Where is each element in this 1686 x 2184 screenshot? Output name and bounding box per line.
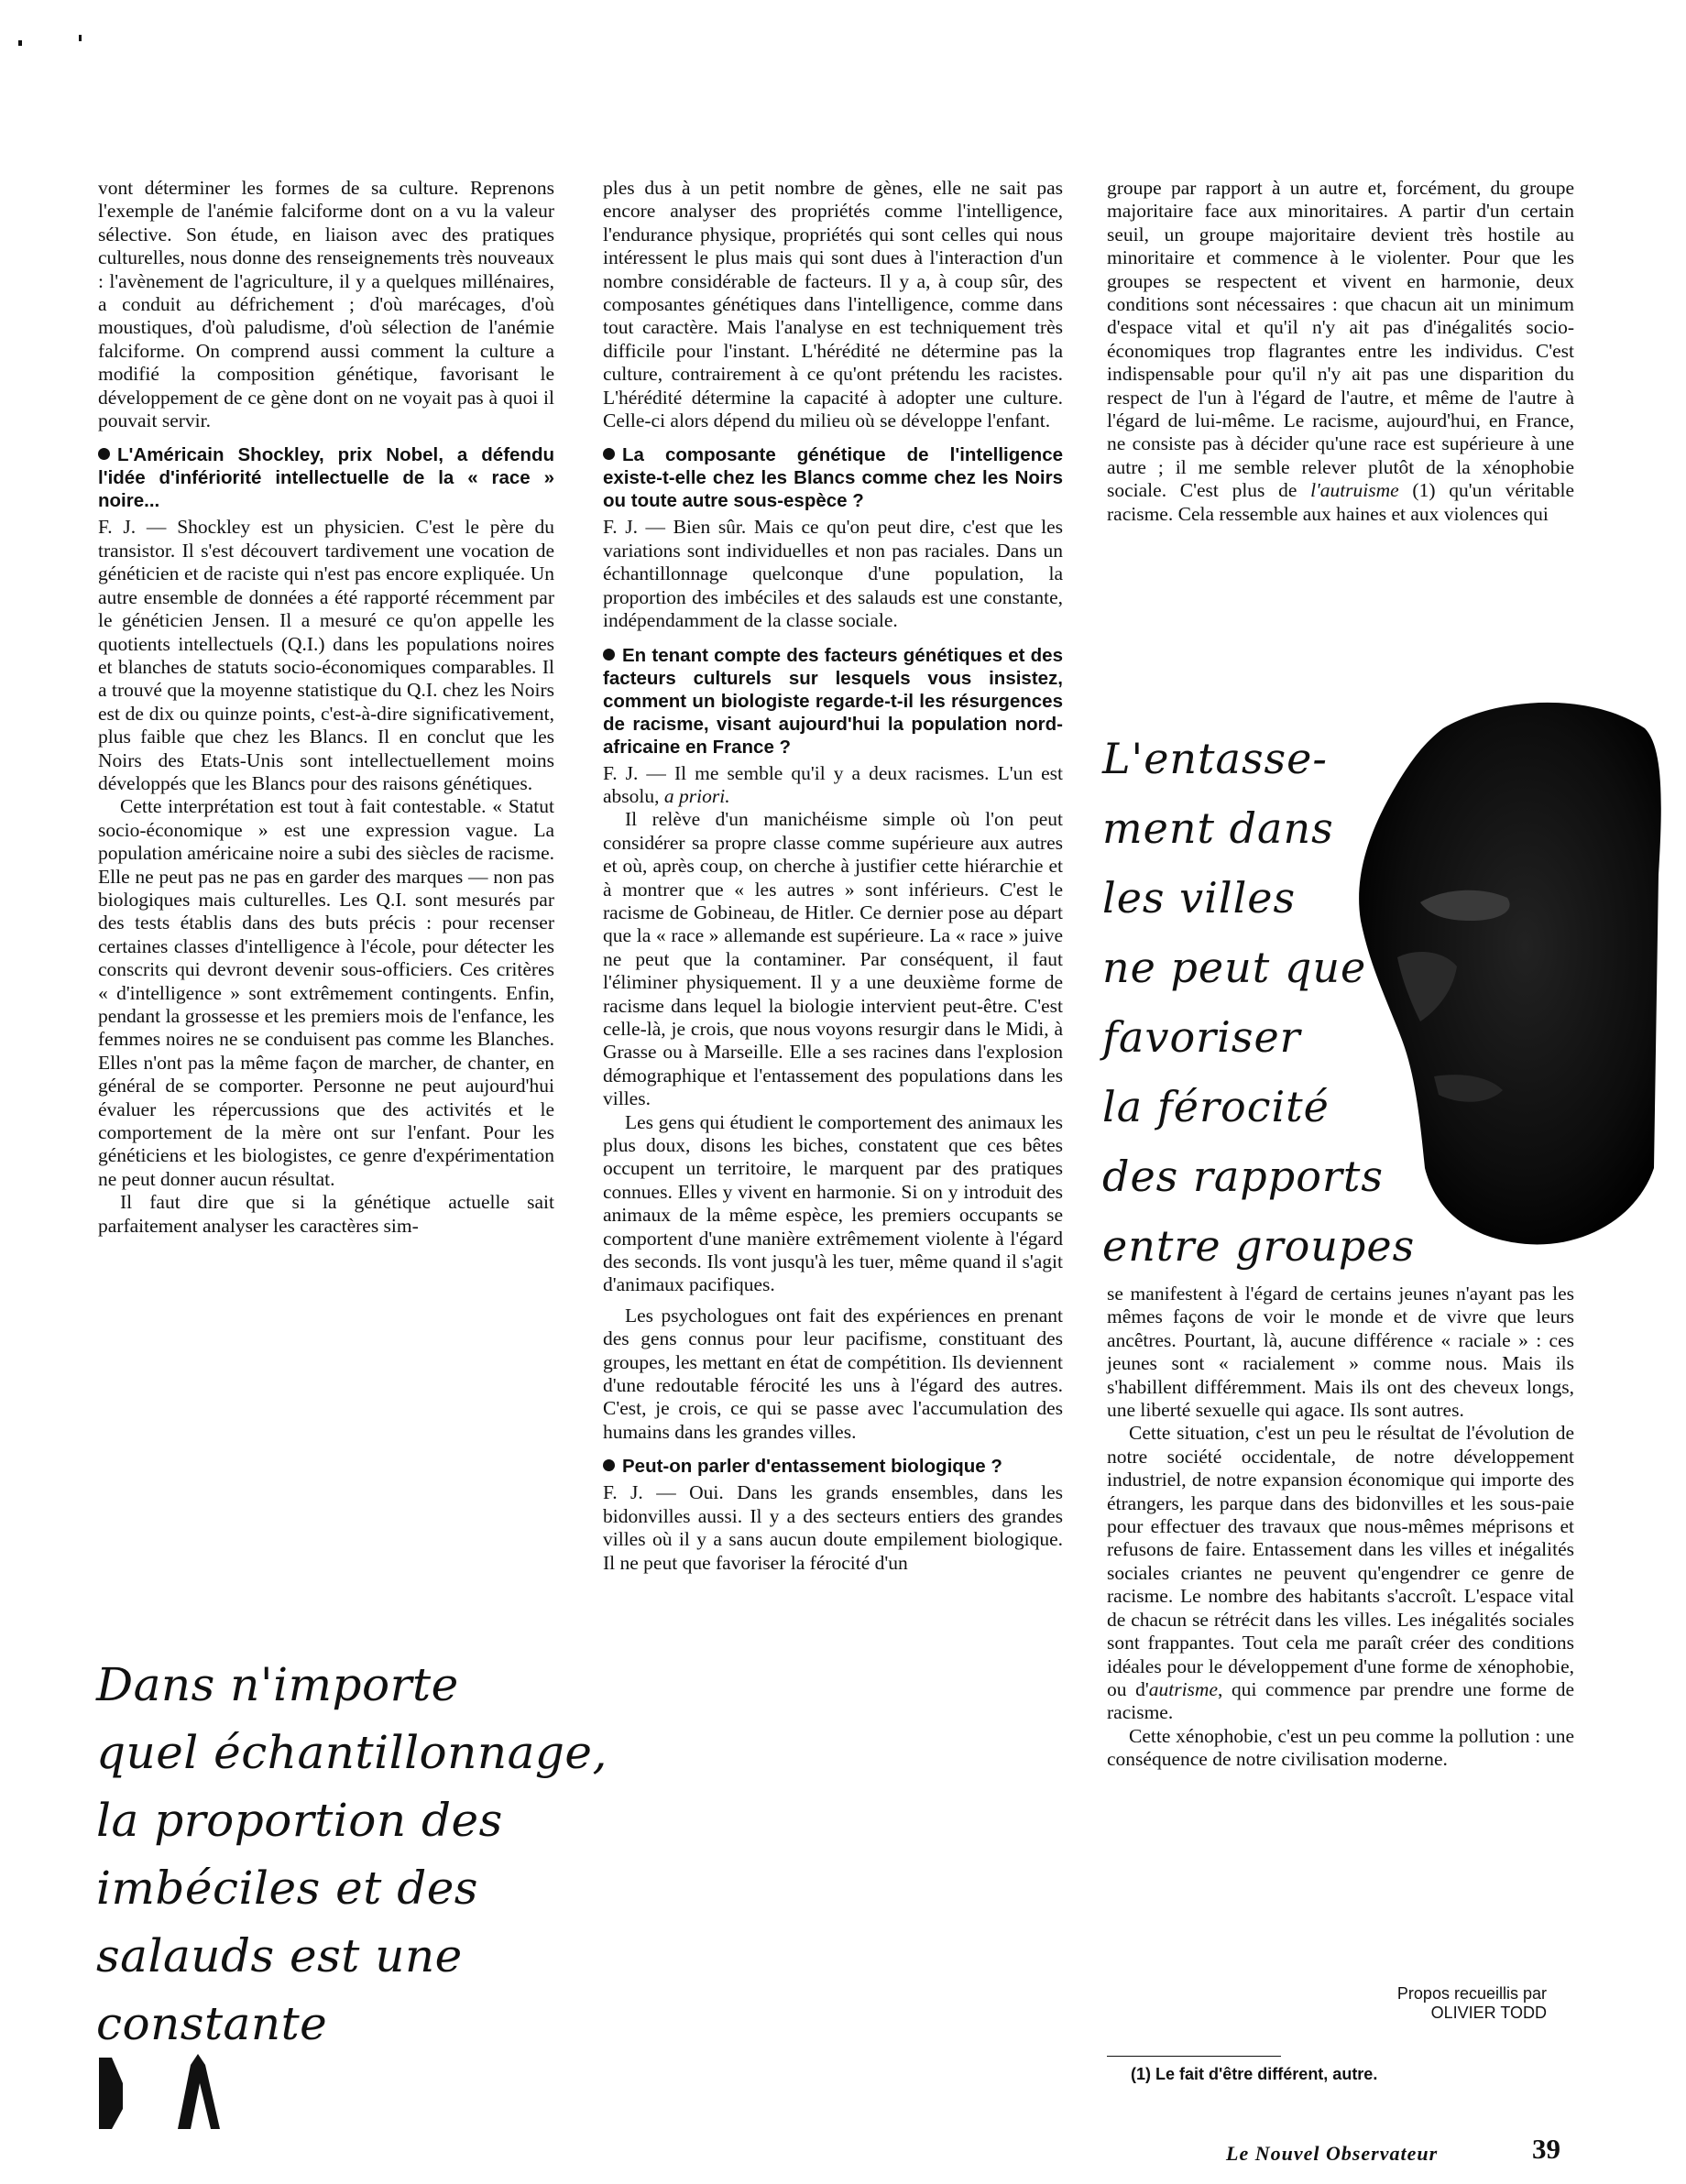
italic-term: l'autruisme: [1310, 479, 1399, 502]
answer-paragraph: [603, 762, 1063, 809]
bullet-icon: [98, 448, 110, 460]
publication-name: Le Nouvel Observateur: [1226, 2142, 1439, 2165]
pull-quote-line: ment dans: [1102, 803, 1334, 853]
pull-quote-line: entre groupes: [1102, 1221, 1416, 1271]
pull-quote-line: la proportion des: [96, 1794, 503, 1847]
footnote: (1) Le fait d'être différent, autre.: [1131, 2065, 1378, 2083]
paragraph: ples dus à un petit nombre de gènes, elle ne sait pas encore analyser des propriétés comme l'intelligence, l'endurance physique, propriétés qui sont celles qui nous intéressent le plus mais qui sont dues à l'interaction d'un nombre considérable de facteurs. Il y a, à coup sûr, des composantes génétiques dans l'intelligence, comme dans tout caractère. Mais l'analyse en est techniquement très difficile pour l'instant. L'hérédité ne détermine pas la culture, contrairement à ce qu'ont prétendu les racistes. L'hérédité détermine la capacité à adopter une culture. Celle-ci alors dépend du milieu où se développe l'enfant.: [603, 177, 1063, 432]
answer-paragraph: F. J. — Shockley est un physicien. C'est le père du transistor. Il s'est découvert tardivement une vocation de généticien et de raciste qui n'est pas encore expliquée. Un autre ensemble de données a été rapporté récemment par le généticien Jensen. Il a mesuré ce qu'on appelle les quotients intellectuels (Q.I.) dans les populations noires et blanches de statuts socio-économiques comparables. Il a trouvé que la moyenne statistique du Q.I. chez les Noirs est de dix ou quinze points, c'est-à-dire significativement, plus faible que chez les Blancs. Il en conclut que les Noirs des Etats-Unis sont intellectuellement moins développés que les Blancs pour des raisons génétiques.: [98, 516, 554, 794]
text-span: groupe par rapport à un autre et, forcément, du groupe majoritaire face aux minoritaires. A partir d'un certain seuil, un groupe majoritaire devient très hostile au minoritaire et commence à le violenter. Pour que les groupes se respectent et vivent en harmonie, deux conditions sont nécessaires : que chacun ait un minimum d'espace vital et qu'il n'y ait pas d'inégalités socio-économiques trop flagrantes entre les individus. C'est indispensable pour qu'il n'y ait pas une disparition du respect de l'un à l'égard de l'autre, et même de l'autre à l'égard de lui-même. Le racisme, aujourd'hui, en France, ne consiste pas à décider qu'une race est supérieure à une autre ; il me semble relever plutôt de la xénophobie sociale. C'est plus de: [1107, 177, 1574, 502]
page-number: 39: [1532, 2133, 1560, 2165]
cropped-graphic-fragment: [99, 2047, 227, 2131]
credit-line: Propos recueillis par: [1396, 1984, 1547, 2003]
paragraph: vont déterminer les formes de sa culture. Reprenons l'exemple de l'anémie falciforme dont on a vu la valeur sélective. Son étude, en liaison avec des pratiques culturelles, nous donne des renseignements très nouveaux : l'avènement de l'agriculture, il y a quelques millénaires, a conduit au défrichement ; d'où marécages, d'où moustiques, d'où paludisme, d'où sélection de l'anémie falciforme. On comprend aussi comment la culture a modifié la composition génétique, favorisant le développement de ce gène dont on ne voyait pas à quoi il pouvait servir.: [98, 177, 554, 432]
paragraph: Les psychologues ont fait des expériences en prenant des gens connus pour leur pacifisme, constituant des groupes, les mettant en état de compétition. Ils deviennent d'une redoutable férocité les uns à l'égard des autres. C'est, je crois, ce qui se passe avec l'accumulation des humains dans les grandes villes.: [603, 1304, 1063, 1443]
bullet-icon: [603, 448, 615, 460]
paragraph: se manifestent à l'égard de certains jeunes n'ayant pas les mêmes façons de voir le monde et de vivre que leurs ancêtres. Pourtant, là, aucune différence « raciale » : ces jeunes sont « racialement » comme nous. Mais ils s'habillent différemment. Mais ils ont des cheveux longs, une liberté sexuelle qui agace. Ils sont autres.: [1107, 1283, 1574, 1422]
answer-paragraph: F. J. — Bien sûr. Mais ce qu'on peut dire, c'est que les variations sont individuelles et non pas raciales. Dans un échantillonnage quelconque d'une population, la proportion des imbéciles et des salauds est une constante, indépendamment de la classe sociale.: [603, 516, 1063, 632]
bullet-icon: [603, 1459, 615, 1471]
pull-quote-left: [96, 1651, 608, 2058]
footnote-divider: [1107, 2056, 1281, 2057]
question-text: La composante génétique de l'intelligence existe-t-elle chez les Blancs comme chez les Noirs ou toute autre sous-espèce ?: [603, 444, 1063, 512]
interview-question: [603, 443, 1063, 512]
pull-quote-line: ne peut que: [1102, 943, 1367, 992]
interview-question: [603, 1455, 1063, 1478]
answer-italic: a priori.: [663, 784, 730, 807]
paragraph: Les gens qui étudient le comportement des animaux les plus doux, disons les biches, constatent que ces bêtes occupent un territoire, le marquent par des pratiques connues. Elles y vivent en harmonie. Si on y introduit des animaux de la même espèce, les premiers occupants se comportent d'une manière extrêmement violente à l'égard des seconds. Ils vont jusqu'à les tuer, même quand il s'agit d'animaux pacifiques.: [603, 1110, 1063, 1296]
credit-author: OLIVIER TODD: [1430, 2004, 1547, 2022]
print-mark: [79, 35, 82, 41]
article-column-3-continued: [1107, 1283, 1574, 1772]
paragraph: [1107, 177, 1574, 526]
text-span: , qui commence par prendre une forme de racisme.: [1107, 1677, 1574, 1724]
paragraph: Cette xénophobie, c'est un peu comme la pollution : une conséquence de notre civilisation moderne.: [1107, 1724, 1574, 1771]
pull-quote-right: [1102, 724, 1415, 1281]
pull-quote-line: Dans n'importe: [96, 1658, 459, 1711]
article-column-2: [603, 177, 1063, 1575]
pull-quote-line: la férocité: [1102, 1082, 1330, 1131]
pull-quote-line: favoriser: [1102, 1012, 1301, 1062]
interview-question: [603, 644, 1063, 759]
pull-quote-line: des rapports: [1102, 1152, 1384, 1201]
text-span: Cette situation, c'est un peu le résultat de l'évolution de notre société occidentale, de notre développement industriel, de notre expansion économique qui importe des étrangers, les parque dans des bidonvilles et les sous-paie pour effectuer des travaux que nous-mêmes méprisons et refusons de faire. Entassement dans les villes et inégalités sociales criantes ne peuvent qu'engendrer ce genre de racisme. Le nombre des habitants s'accroît. L'espace vital de chacun se rétrécit dans les villes. Les inégalités sociales sont frappantes. Tout cela me paraît créer des conditions idéales pour le développement d'une forme de xénophobie, ou d': [1107, 1422, 1574, 1700]
interview-question: [98, 443, 554, 512]
pull-quote-line: salauds est une: [96, 1929, 463, 1982]
pull-quote-line: constante: [96, 1997, 328, 2050]
pull-quote-line: imbéciles et des: [96, 1862, 478, 1915]
text-span: (1) qu'un véritable racisme. Cela ressemble aux haines et aux violences qui: [1107, 479, 1574, 525]
pull-quote-line: les villes: [1102, 873, 1297, 923]
question-text: L'Américain Shockley, prix Nobel, a défendu l'idée d'infériorité intellectuelle de la « race » noire...: [98, 444, 554, 512]
paragraph: Il faut dire que si la génétique actuelle sait parfaitement analyser les caractères sim-: [98, 1191, 554, 1237]
pull-quote-line: L'entasse-: [1102, 734, 1328, 783]
pull-quote-line: quel échantillonnage,: [96, 1726, 608, 1779]
question-text: En tenant compte des facteurs génétiques et des facteurs culturels sur lesquels vous insistez, comment un biologiste regarde-t-il les résurgences de racisme, visant aujourd'hui la population nord-africaine en France ?: [603, 644, 1063, 758]
paragraph: Il relève d'un manichéisme simple où l'on peut considérer sa propre classe comme supérieure aux autres et où, après coup, on cherche à justifier cette hiérarchie et à montrer que « les autres » sont inférieurs. C'est le racisme de Gobineau, de Hitler. Ce dernier pose au départ que la « race » allemande est supérieure. La « race » juive ne peut que la contaminer. Par conséquent, il faut l'éliminer physiquement. Il y a une deuxième forme de racisme dans lequel la biologie intervient peut-être. C'est celle-là, je crois, que nous voyons resurgir dans le Midi, à Grasse ou à Marseille. Elle a ses racines dans l'explosion démographique et l'entassement des populations dans les villes.: [603, 808, 1063, 1110]
paragraph: [1107, 1422, 1574, 1724]
article-column-3: [1107, 177, 1574, 526]
answer-paragraph: F. J. — Oui. Dans les grands ensembles, dans les bidonvilles aussi. Il y a des secteurs entiers des grandes villes où il y a sans aucun doute empilement biologique. Il ne peut que favoriser la férocité d'un: [603, 1481, 1063, 1574]
print-mark: [18, 40, 22, 46]
bullet-icon: [603, 649, 615, 661]
question-text: Peut-on parler d'entassement biologique ?: [622, 1456, 1002, 1478]
italic-term: autrisme: [1148, 1677, 1218, 1700]
answer-text: F. J. — Il me semble qu'il y a deux racismes. L'un est absolu,: [603, 761, 1063, 807]
paragraph: Cette interprétation est tout à fait contestable. « Statut socio-économique » est une expression vague. La population américaine noire a subi des siècles de racisme. Elle ne peut pas ne pas en garder des marques — non pas biologiques mais culturelles. Les Q.I. sont mesurés par des tests établis dans des buts précis : pour recenser certaines classes d'intelligence à l'école, pour détecter les conscrits qui devront devenir sous-officiers. Ces critères « d'intelligence » sont extrêmement contingents. Enfin, pendant la grossesse et les premiers mois de l'enfance, les femmes noires ne se conduisent pas comme les Blanches. Elles n'ont pas la même façon de marcher, de chanter, en général de se comporter. Personne ne peut aujourd'hui évaluer les répercussions que des activités et le comportement de la mère ont sur l'enfant. Pour les généticiens et les biologistes, ce genre d'expérimentation ne peut donner aucun résultat.: [98, 795, 554, 1190]
interview-credit: [1272, 1984, 1547, 2023]
article-column-1: [98, 177, 554, 1238]
